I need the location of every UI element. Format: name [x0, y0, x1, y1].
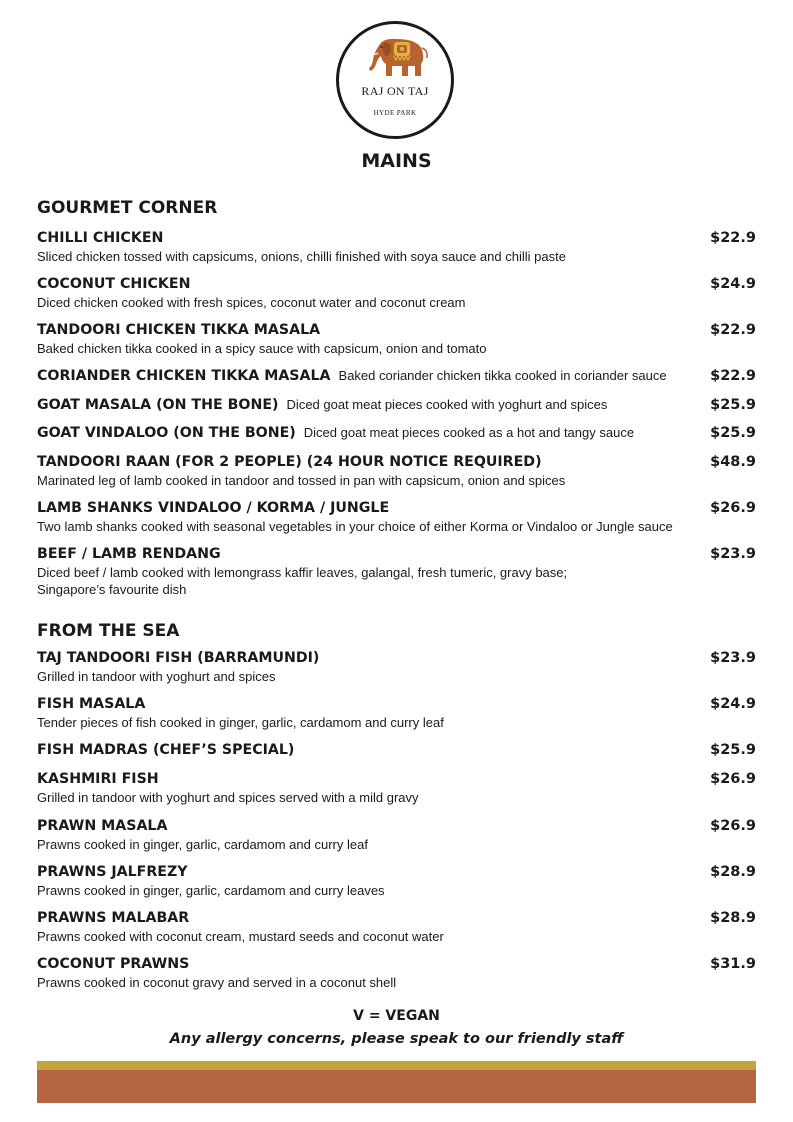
item-price: $23.9: [710, 650, 756, 666]
item-name: [37, 367, 756, 385]
menu-item: [37, 817, 756, 853]
menu-item: [37, 396, 756, 414]
allergy-notice: Any allergy concerns, please speak to our friendly staff: [169, 1031, 624, 1047]
item-price: $22.9: [710, 230, 756, 246]
elephant-icon: [366, 34, 430, 80]
item-name: CHILLI CHICKEN: [37, 230, 164, 246]
item-name: TANDOORI RAAN (FOR 2 PEOPLE) (24 HOUR NOTICE REQUIRED): [37, 454, 542, 470]
item-name: PRAWN MASALA: [37, 818, 168, 834]
menu-item: [37, 424, 756, 442]
menu-item: [37, 909, 756, 945]
item-name-text: GOAT MASALA (ON THE BONE): [37, 397, 279, 413]
item-name: FISH MASALA: [37, 696, 146, 712]
item-name: [37, 396, 756, 414]
item-name: PRAWNS MALABAR: [37, 910, 190, 926]
item-description-line-2: Singapore’s favourite dish: [37, 582, 187, 597]
section-title-from-the-sea: FROM THE SEA: [37, 621, 180, 641]
item-description: Marinated leg of lamb cooked in tandoor and tossed in pan with capsicum, onion and spices: [37, 473, 566, 488]
item-description: Diced beef / lamb cooked with lemongrass kaffir leaves, galangal, fresh tumeric, gravy base;: [37, 565, 568, 580]
item-name: TANDOORI CHICKEN TIKKA MASALA: [37, 322, 321, 338]
menu-item: [37, 649, 756, 685]
item-price: $24.9: [710, 276, 756, 292]
menu-item: [37, 367, 756, 385]
item-price: $25.9: [710, 425, 756, 441]
item-price: $26.9: [710, 500, 756, 516]
item-description: Prawns cooked in ginger, garlic, cardamom and curry leaf: [37, 837, 368, 852]
item-description: Baked chicken tikka cooked in a spicy sauce with capsicum, onion and tomato: [37, 341, 487, 356]
item-price: $31.9: [710, 956, 756, 972]
menu-item: [37, 275, 756, 311]
item-description: Grilled in tandoor with yoghurt and spices served with a mild gravy: [37, 790, 419, 805]
item-price: $28.9: [710, 910, 756, 926]
item-name: COCONUT PRAWNS: [37, 956, 190, 972]
item-description: Diced chicken cooked with fresh spices, coconut water and coconut cream: [37, 295, 466, 310]
item-name: COCONUT CHICKEN: [37, 276, 191, 292]
item-description: Two lamb shanks cooked with seasonal vegetables in your choice of either Korma or Vindaloo or Jungle sauce: [37, 519, 673, 534]
footer-rust-band: [37, 1070, 756, 1103]
item-name: BEEF / LAMB RENDANG: [37, 546, 221, 562]
item-description: Diced goat meat pieces cooked as a hot and tangy sauce: [303, 425, 635, 440]
item-price: $22.9: [710, 322, 756, 338]
section-title-gourmet-corner: GOURMET CORNER: [37, 198, 218, 218]
menu-item: [37, 229, 756, 265]
menu-item: [37, 863, 756, 899]
menu-item: [37, 695, 756, 731]
item-name: TAJ TANDOORI FISH (BARRAMUNDI): [37, 650, 320, 666]
item-name: LAMB SHANKS VINDALOO / KORMA / JUNGLE: [37, 500, 390, 516]
menu-item: [37, 741, 756, 759]
item-description: Grilled in tandoor with yoghurt and spices: [37, 669, 276, 684]
page-title: MAINS: [361, 150, 432, 172]
item-description: Prawns cooked in ginger, garlic, cardamom and curry leaves: [37, 883, 385, 898]
menu-item: [37, 955, 756, 991]
brand-name: RAJ ON TAJ: [361, 84, 429, 98]
item-name: PRAWNS JALFREZY: [37, 864, 188, 880]
item-price: $22.9: [710, 368, 756, 384]
footer-gold-band: [37, 1061, 756, 1070]
item-price: $28.9: [710, 864, 756, 880]
vegan-legend: V = VEGAN: [353, 1008, 440, 1024]
menu-item: [37, 499, 756, 535]
item-name: KASHMIRI FISH: [37, 771, 159, 787]
brand-location: HYDE PARK: [373, 109, 417, 117]
item-name: FISH MADRAS (CHEF’S SPECIAL): [37, 742, 295, 758]
item-price: $25.9: [710, 397, 756, 413]
menu-item: [37, 770, 756, 806]
item-description: Prawns cooked in coconut gravy and served in a coconut shell: [37, 975, 397, 990]
menu-item: [37, 321, 756, 357]
item-description: Prawns cooked with coconut cream, mustard seeds and coconut water: [37, 929, 444, 944]
menu-item: [37, 545, 756, 598]
item-price: $26.9: [710, 771, 756, 787]
restaurant-logo: [336, 21, 454, 139]
item-name-text: CORIANDER CHICKEN TIKKA MASALA: [37, 368, 331, 384]
item-price: $26.9: [710, 818, 756, 834]
item-name: [37, 424, 756, 442]
item-name-text: GOAT VINDALOO (ON THE BONE): [37, 425, 296, 441]
item-description: Diced goat meat pieces cooked with yoghurt and spices: [286, 397, 608, 412]
item-price: $23.9: [710, 546, 756, 562]
item-price: $25.9: [710, 742, 756, 758]
item-price: $48.9: [710, 454, 756, 470]
item-description: Tender pieces of fish cooked in ginger, garlic, cardamom and curry leaf: [37, 715, 444, 730]
item-price: $24.9: [710, 696, 756, 712]
item-description: Baked coriander chicken tikka cooked in coriander sauce: [338, 368, 667, 383]
item-description: Sliced chicken tossed with capsicums, onions, chilli finished with soya sauce and chilli paste: [37, 249, 566, 264]
menu-item: [37, 453, 756, 489]
